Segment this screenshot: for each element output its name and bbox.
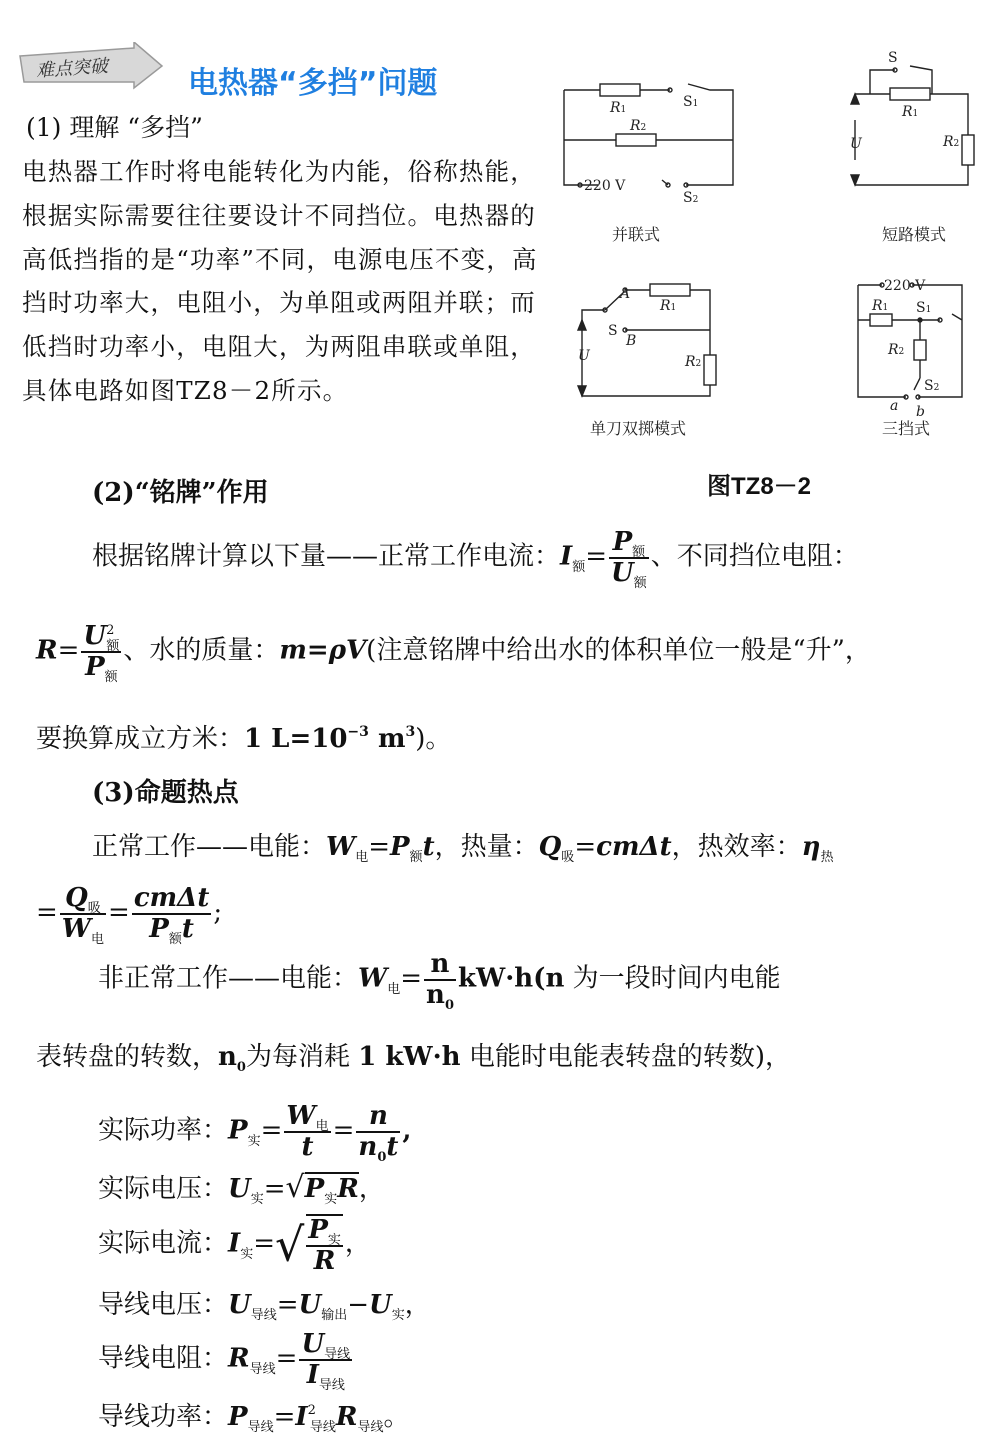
wire-power-row: 导线功率：$P_{导线}=I^2_{导线}R_{导线}$。 bbox=[98, 1402, 410, 1435]
svg-text:B: B bbox=[626, 333, 637, 349]
badge-arrow-icon bbox=[14, 42, 164, 90]
subheading-nameplate: (2)“铭牌”作用 bbox=[92, 478, 269, 508]
svg-text:R1: R1 bbox=[660, 298, 677, 314]
svg-text:R1: R1 bbox=[872, 298, 889, 314]
svg-text:b: b bbox=[916, 404, 925, 420]
svg-text:S: S bbox=[608, 323, 618, 339]
spdt-circuit bbox=[578, 284, 716, 438]
subheading-understand: (1) 理解 “多挡” bbox=[26, 113, 203, 142]
short-circuit bbox=[850, 50, 974, 244]
abnormal-work-line: 非正常工作——电能：$W_电=$ $\frac{n}{n_0}$ kW·h(n 为一段时间内电能 bbox=[98, 949, 781, 1013]
caption-three: 三挡式 bbox=[882, 419, 931, 438]
parallel-circuit bbox=[564, 84, 733, 244]
actual-power-row: 实际功率：$P_实=$ $\frac{W_电}{t}$ = $\frac{n}{n_0t}$ , bbox=[98, 1101, 412, 1165]
wire-resistance-row: 导线电阻：$R_{导线}=$ $\frac{U_{导线}}{I_{导线}}$ bbox=[98, 1329, 351, 1393]
svg-text:R2: R2 bbox=[685, 354, 702, 370]
nameplate-line1: 根据铭牌计算以下量——正常工作电流：$I_额=$ $\frac{P_额}{U_额}$ 、不同挡位电阻： bbox=[92, 527, 859, 591]
circuit-figure bbox=[550, 40, 990, 490]
caption-short: 短路模式 bbox=[882, 225, 947, 244]
svg-text:S2: S2 bbox=[683, 190, 699, 206]
subheading-hotspots: (3)命题热点 bbox=[92, 778, 239, 808]
nameplate-line2: R= $\frac{U^2_额}{P_额}$ 、水的质量：m=ρV(注意铭牌中给出水的体积单位一般是“升”， bbox=[36, 621, 871, 685]
badge-text: 难点突破 bbox=[35, 55, 109, 82]
actual-voltage-row: 实际电压：$U_实=√P_实R$， bbox=[98, 1170, 385, 1207]
caption-parallel: 并联式 bbox=[612, 225, 661, 244]
svg-text:S: S bbox=[888, 50, 898, 66]
svg-text:220 V: 220 V bbox=[584, 178, 626, 194]
efficiency-formula: = $\frac{Q_吸}{W_电}$ = $\frac{\text{cmΔt}}{P_额t}$ ; bbox=[36, 883, 223, 947]
section-title: 电热器“多挡”问题 bbox=[188, 66, 438, 101]
caption-spdt: 单刀双掷模式 bbox=[590, 419, 687, 438]
svg-text:S1: S1 bbox=[916, 300, 932, 316]
actual-current-row: 实际电流：$I_实=√$ $\frac{P_实}{R}$ ， bbox=[98, 1215, 371, 1276]
nameplate-line3: 要换算成立方米：1 $L=10^{-3}$ $m^3$)。 bbox=[36, 724, 452, 754]
svg-text:S2: S2 bbox=[924, 378, 940, 394]
svg-text:R2: R2 bbox=[630, 118, 647, 134]
normal-work-line: 正常工作——电能：$W_电=P_额t$，热量：$Q_吸=cm\Delta t$，热效率：$\eta_热$ bbox=[92, 832, 834, 865]
svg-text:a: a bbox=[890, 398, 899, 414]
intro-paragraph: 电热器工作时将电能转化为内能，俗称热能，根据实际需要往往要设计不同挡位。电热器的高低挡指的是“功率”不同，电源电压不变，高挡时功率大，电阻小，为单阻或两阻并联；而低挡时功率小，电阻大，为两阻串联或单阻，具体电路如图TZ8－2所示。 bbox=[22, 157, 538, 405]
svg-text:220 V: 220 V bbox=[884, 278, 926, 294]
svg-text:U: U bbox=[850, 136, 862, 152]
abnormal-work-line2: 表转盘的转数，$n_0$为每消耗 1 kW·h 电能时电能表转盘的转数)， bbox=[36, 1042, 791, 1075]
svg-text:R2: R2 bbox=[888, 342, 905, 358]
svg-text:R1: R1 bbox=[902, 104, 919, 120]
svg-text:R1: R1 bbox=[610, 100, 627, 116]
svg-text:A: A bbox=[620, 286, 631, 302]
svg-text:S1: S1 bbox=[683, 94, 699, 110]
svg-text:R2: R2 bbox=[943, 134, 960, 150]
figure-number: 图TZ8－2 bbox=[707, 473, 812, 500]
three-gear-circuit bbox=[858, 278, 962, 438]
wire-voltage-row: 导线电压：$U_{导线}=U_{输出}-U_实$， bbox=[98, 1290, 431, 1323]
svg-text:U: U bbox=[578, 348, 590, 364]
